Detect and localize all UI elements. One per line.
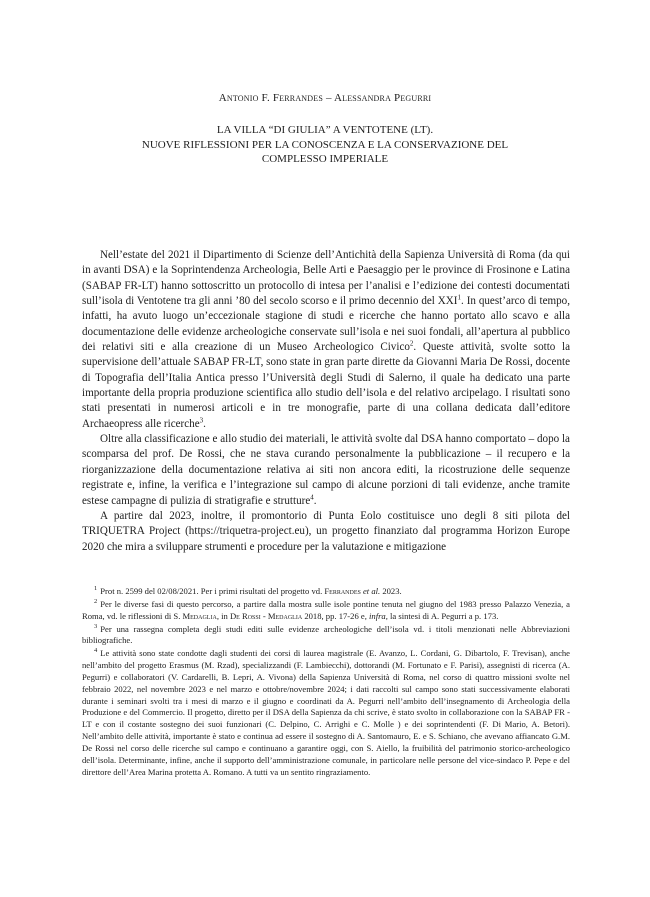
footnote-author: Medaglia [182,610,217,621]
p1-text-c: . Queste attività, svolte sotto la supervisione dell’attuale SABAP FR-LT, sono state in gran parte dirette da Giovanni Maria De Rossi, docente di Topografia dell’Italia Antica presso l’Università degli Studi di Salerno, il quale ha dedicato una parte importante della propria produzione scientifica allo studio dell’isola e del relativo arcipelago. I risultati sono stati presentati in numerosi articoli e in tre monografie, parte di una collana dedicata dall’editore Archaeopress alle ricerche [82,341,571,430]
p1-text-a: Nell’estate del 2021 il Dipartimento di Scienze dell’Antichità della Sapienza Università di Roma (da qui in avanti DSA) e la Soprintendenza Archeologia, Belle Arti e Paesaggio per le province di Frosinone e Latina (SABAP FR-LT) hanno sottoscritto un protocollo di intesa per l’analisi e l’edizione dei contesti documentati sull’isola di Ventotene tra gli anni ’80 del secolo scorso e il primo decennio del XXI [82,249,570,308]
footnote-text: Le attività sono state condotte dagli studenti dei corsi di laurea magistrale (E. Avanzo, L. Cordani, G. Dibartolo, F. Trevisan), anche nell’ambito del progetto Erasmus (M. Rzad), specializzandi (F. Lambiecchi), dottorandi (M. Fortunato e F. Parisi), assegnisti di ricerca (A. Pegurri) e collaboratori (V. Cardarelli, B. Lepri, A. Vivona) della Sapienza Università di Roma, nel corso di quattro missioni svolte nel febbraio 2022, nel novembre 2023 e nel marzo e ottobre/novembre 2024; i dati raccolti sul campo sono stati successivamente elaborati durante i seminari svolti tra i mesi di marzo e il giugno e coordinati da A. Pegurri nell’ambito dell’insegnamento di Archeologia della Produzione e del Commercio. Il progetto, diretto per il DSA della Sapienza da chi scrive, è stato svolto in collaborazione con la SABAP FR - LT e con il costante sostegno dei suoi funzionari (C. Delpino, C. Arrighi e C. Molle ) e dei soprintendenti (F. Di Mario, A. Betori). Nell’ambito delle attività, importante è stato e continua ad essere il sostegno di A. Santomauro, E. e S. Schiano, che avevano affiancato G.M. De Rossi nel corso delle ricerche sul campo e continuano a garantire oggi, con S. Aiello, la fruibilità del patrimonio storico-archeologico dell’isola. Determinante, infine, anche il supporto dell’amministrazione comunale, in particolare nelle persone del vice-sindaco P. Pepe e del direttore dell’Area Marina protetta A. Romano. A tutti va un sentito ringraziamento. [82,648,570,777]
body-text [82,248,570,555]
footnote-ref-3: 3 [199,416,204,425]
footnote-author: Ferrandes [324,586,361,596]
footnote-ref-4: 4 [310,492,314,501]
footnote-ref-1: 1 [457,293,462,302]
footnotes [82,586,570,779]
p1-text-b: . In quest’arco di tempo, infatti, ha avuto luogo un’eccezionale stagione di studi e ricerche che hanno portato allo scavo e alla documentazione delle evidenze archeologiche conservate sull’isola e nei suoi fondali, all’apertura al pubblico dei relativi siti e alla creazione di un Museo Archeologico Civico [82,295,570,354]
footnote-text: 2023. [380,586,402,596]
title-line-2: NUOVE RIFLESSIONI PER LA CONOSCENZA E LA CONSERVAZIONE DEL [141,138,509,151]
p2-text-a: Oltre alla classificazione e allo studio dei materiali, le attività svolte dal DSA hanno comportato – dopo la scomparsa del prof. De Rossi, che ne stava curando personalmente la pubblicazione – il recupero e la riorganizzazione della documentazione relativa ai siti non ancora editi, la ricostruzione delle sequenze registrate e, infine, la verifica e l’integrazione sul campo di alcune porzioni di tali evidenze, anche tramite estese campagne di pulizia di stratigrafie e strutture [82,433,570,507]
footnote-text: , in [216,610,230,621]
footnote-3 [82,624,570,648]
title-line-1: LA VILLA “DI GIULIA” A VENTOTENE (LT). [216,124,434,136]
footnote-text: Per le diverse fasi di questo percorso, a partire dalla mostra sulle isole pontine tenuta nel giugno del 1983 presso Palazzo Venezia, a Roma, vd. le riflessioni di S. [82,598,570,621]
footnote-number: 4 [94,647,98,655]
footnote-text: Per una rassegna completa degli studi editi sulle evidenze archeologiche dell’isola vd. i titoli menzionati nelle Abbreviazioni bibliografiche. [82,623,570,646]
footnote-number: 2 [94,597,98,605]
footnote-4 [82,648,570,778]
p1-text-d: . [203,417,206,430]
footnote-2 [82,599,570,623]
footnote-number: 1 [94,585,98,593]
footnote-number: 3 [94,622,98,630]
paragraph-2 [82,432,570,509]
footnote-author: De Rossi - Medaglia [229,610,303,621]
paragraph-3: A partire dal 2023, inoltre, il promontorio di Punta Eolo costituisce uno degli 8 siti pilota del TRIQUETRA Project (https://triquetra-project.eu), un progetto finanziato dal programma Horizon Europe 2020 che mira a sviluppare strumenti e procedure per la valutazione e mitigazione [82,509,570,553]
article-title [60,123,590,167]
footnote-1 [82,586,570,598]
p2-text-b: . [313,494,317,507]
footnote-text: 2018, pp. 17-26 e, [302,610,370,621]
footnote-text: Prot n. 2599 del 02/08/2021. Per i primi risultati del progetto vd. [100,586,325,596]
footnote-text: , la sintesi di A. Pegurri a p. 173. [385,610,499,621]
title-line-3: COMPLESSO IMPERIALE [261,153,389,165]
footnote-italic: et al. [360,586,381,596]
footnote-ref-2: 2 [409,339,414,348]
author-line: Antonio F. Ferrandes – Alessandra Pegurri [218,92,432,104]
paragraph-1 [82,248,570,432]
footnote-italic: infra [369,610,386,621]
